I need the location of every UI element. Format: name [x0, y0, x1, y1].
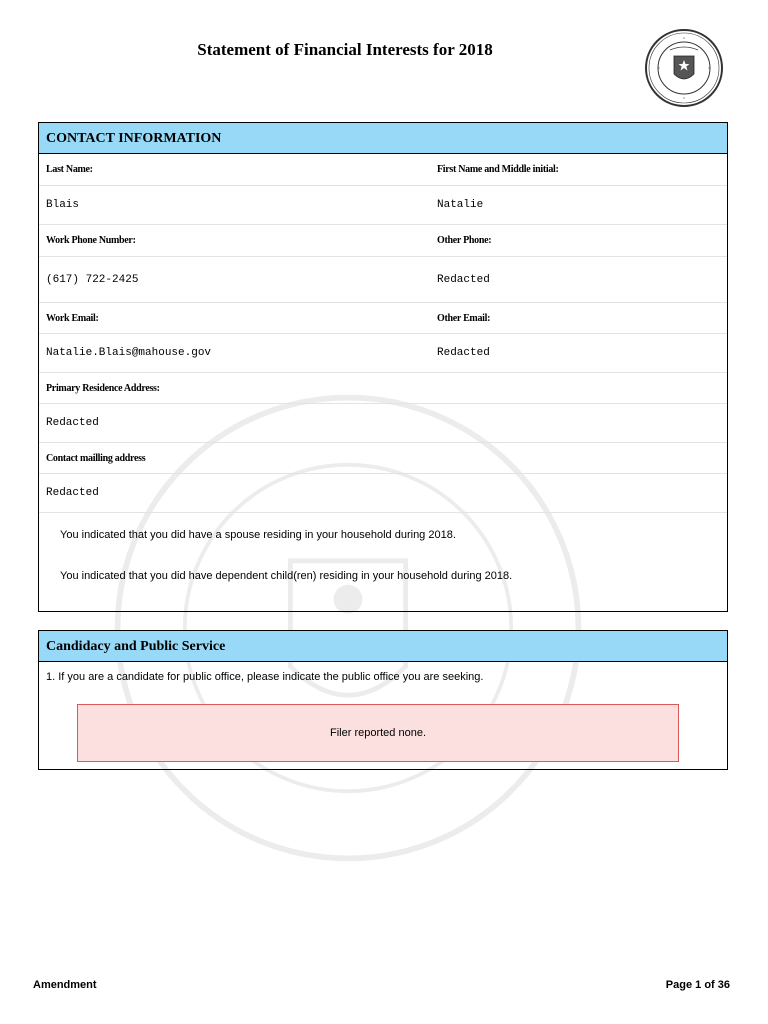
- massachusetts-seal-icon: [644, 28, 724, 108]
- candidacy-header: Candidacy and Public Service: [39, 631, 727, 662]
- mailing-address-value: Redacted: [46, 487, 99, 499]
- last-name-label: Last Name:: [46, 164, 93, 175]
- other-email-value: Redacted: [437, 347, 490, 359]
- phone-labels-row: [39, 225, 727, 257]
- name-labels-row: [39, 154, 727, 186]
- mailing-value-row: [39, 474, 727, 513]
- residence-label-row: [39, 373, 727, 404]
- other-email-label: Other Email:: [437, 312, 491, 324]
- residence-address-label: Primary Residence Address:: [46, 382, 160, 394]
- work-phone-label: Work Phone Number:: [46, 235, 136, 246]
- contact-information-section: [38, 122, 728, 612]
- residence-address-value: Redacted: [46, 417, 99, 429]
- mailing-address-label: Contact mailling address: [46, 452, 146, 464]
- email-values-row: [39, 334, 727, 373]
- work-email-value: Natalie.Blais@mahouse.gov: [46, 347, 212, 359]
- last-name-value: Blais: [46, 199, 80, 211]
- mailing-label-row: [39, 443, 727, 474]
- footer-page-number: Page 1 of 36: [665, 979, 730, 991]
- footer-amendment: Amendment: [33, 979, 97, 991]
- filer-reported-none-text: Filer reported none.: [330, 727, 426, 739]
- document-title: Statement of Financial Interests for 2018: [197, 40, 493, 59]
- other-phone-value: Redacted: [437, 273, 490, 286]
- dependent-notice: You indicated that you did have dependent child(ren) residing in your household during 2018.: [60, 570, 513, 582]
- other-phone-label: Other Phone:: [437, 235, 492, 246]
- work-email-label: Work Email:: [46, 312, 99, 324]
- candidacy-section: [38, 630, 728, 770]
- candidacy-question: 1. If you are a candidate for public office, please indicate the public office you are seeking.: [46, 671, 484, 683]
- contact-information-header: CONTACT INFORMATION: [39, 123, 727, 154]
- phone-values-row: [39, 257, 727, 303]
- email-labels-row: [39, 303, 727, 334]
- spouse-notice: You indicated that you did have a spouse residing in your household during 2018.: [60, 529, 456, 541]
- residence-value-row: [39, 404, 727, 443]
- filer-reported-none-box: [77, 704, 679, 762]
- name-values-row: [39, 186, 727, 225]
- first-name-label: First Name and Middle initial:: [437, 164, 559, 175]
- work-phone-value: (617) 722-2425: [46, 273, 139, 286]
- first-name-value: Natalie: [437, 199, 484, 211]
